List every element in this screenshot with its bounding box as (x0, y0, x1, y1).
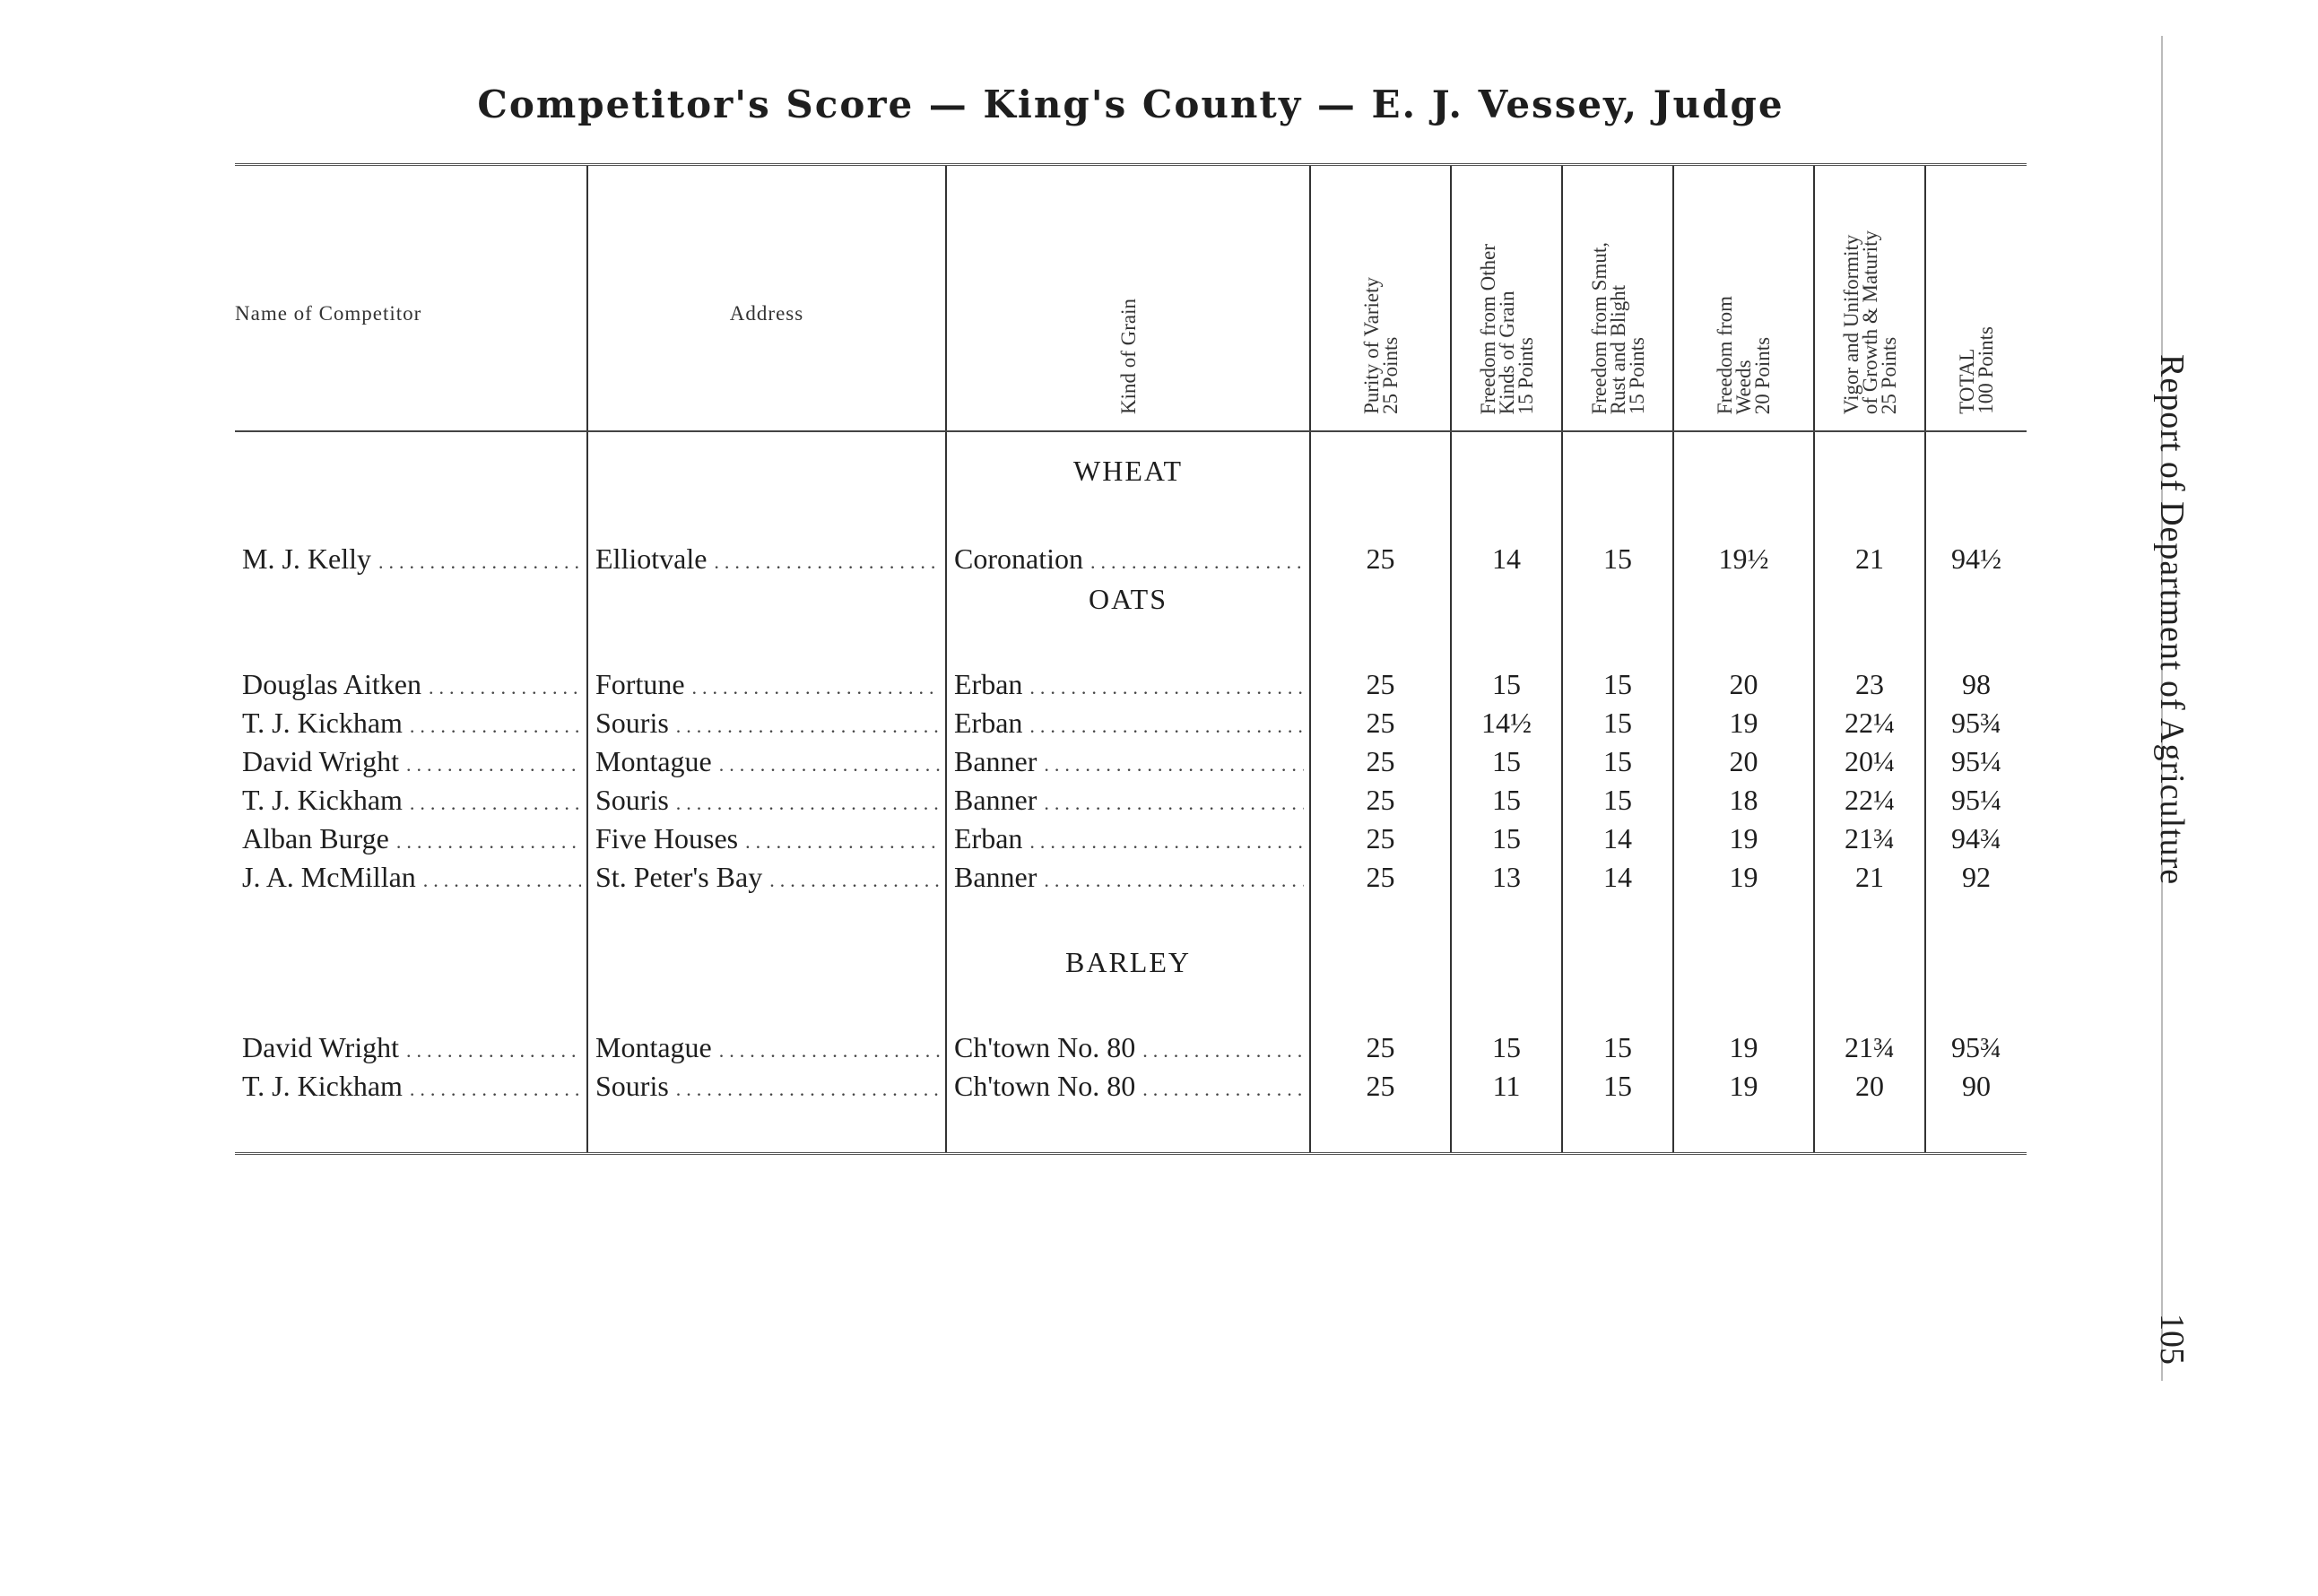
weeds-score: 19 (1673, 1028, 1814, 1067)
section-heading-row (235, 580, 2027, 619)
smut-score: 15 (1562, 1028, 1673, 1067)
purity-score: 25 (1310, 858, 1451, 897)
section-heading: WHEAT (946, 452, 1310, 490)
smut-score: 15 (1562, 742, 1673, 781)
weeds-score: 19½ (1673, 537, 1814, 580)
other-grain-score: 15 (1451, 665, 1562, 704)
competitor-name: T. J. Kickham ..... (235, 781, 587, 820)
purity-score: 25 (1310, 704, 1451, 742)
header-row (235, 165, 2027, 432)
competitor-address: Five Houses ..... (587, 820, 946, 858)
purity-score: 25 (1310, 1028, 1451, 1067)
competitor-address: Souris ..... (587, 781, 946, 820)
total-score: 95¼ (1925, 742, 2027, 781)
table-row (235, 742, 2027, 781)
purity-score: 25 (1310, 537, 1451, 580)
vigor-score: 21¾ (1814, 1028, 1925, 1067)
total-score: 92 (1925, 858, 2027, 897)
grain-kind: Banner ..... (946, 858, 1310, 897)
other-grain-score: 15 (1451, 742, 1562, 781)
other-grain-score: 15 (1451, 1028, 1562, 1067)
other-grain-score: 15 (1451, 820, 1562, 858)
table-row (235, 537, 2027, 580)
smut-score: 14 (1562, 820, 1673, 858)
total-score: 94¾ (1925, 820, 2027, 858)
table-row (235, 1028, 2027, 1067)
table-row (235, 1067, 2027, 1106)
column-header-smut: Freedom from Smut, Rust and Blight 15 Points (1562, 165, 1673, 432)
total-score: 95¾ (1925, 1028, 2027, 1067)
page-number: 105 (2153, 1314, 2191, 1365)
smut-score: 14 (1562, 858, 1673, 897)
grain-kind: Ch'town No. 80 ..... (946, 1067, 1310, 1106)
weeds-score: 19 (1673, 704, 1814, 742)
vigor-score: 22¼ (1814, 781, 1925, 820)
grain-kind: Erban ..... (946, 665, 1310, 704)
weeds-score: 19 (1673, 820, 1814, 858)
competitor-name: M. J. Kelly ..... (235, 537, 587, 580)
grain-kind: Ch'town No. 80 ..... (946, 1028, 1310, 1067)
total-score: 94½ (1925, 537, 2027, 580)
smut-score: 15 (1562, 781, 1673, 820)
competitor-address: Souris ..... (587, 1067, 946, 1106)
vigor-score: 22¼ (1814, 704, 1925, 742)
column-header-other-grain: Freedom from Other Kinds of Grain 15 Points (1451, 165, 1562, 432)
competitor-address: Montague ..... (587, 1028, 946, 1067)
competitor-address: Montague ..... (587, 742, 946, 781)
running-head: Report of Department of Agriculture (2153, 354, 2191, 886)
column-header-address: Address (587, 165, 946, 432)
grain-kind: Erban ..... (946, 704, 1310, 742)
grain-kind: Coronation ..... (946, 537, 1310, 580)
weeds-score: 20 (1673, 665, 1814, 704)
weeds-score: 18 (1673, 781, 1814, 820)
total-score: 90 (1925, 1067, 2027, 1106)
other-grain-score: 13 (1451, 858, 1562, 897)
competitor-name: T. J. Kickham ..... (235, 1067, 587, 1106)
total-score: 95¼ (1925, 781, 2027, 820)
column-header-weeds: Freedom from Weeds 20 Points (1673, 165, 1814, 432)
smut-score: 15 (1562, 665, 1673, 704)
column-header-name: Name of Competitor (235, 165, 587, 432)
competitor-name: Alban Burge ..... (235, 820, 587, 858)
table-row (235, 665, 2027, 704)
column-header-total: TOTAL 100 Points (1925, 165, 2027, 432)
score-table (235, 163, 2027, 1155)
other-grain-score: 14 (1451, 537, 1562, 580)
other-grain-score: 11 (1451, 1067, 1562, 1106)
other-grain-score: 14½ (1451, 704, 1562, 742)
table-row (235, 820, 2027, 858)
total-score: 98 (1925, 665, 2027, 704)
vigor-score: 21 (1814, 537, 1925, 580)
vigor-score: 21¾ (1814, 820, 1925, 858)
grain-kind: Banner ..... (946, 742, 1310, 781)
table-row (235, 704, 2027, 742)
table-row (235, 858, 2027, 897)
competitor-address: Fortune ..... (587, 665, 946, 704)
competitor-name: T. J. Kickham ..... (235, 704, 587, 742)
purity-score: 25 (1310, 742, 1451, 781)
vigor-score: 20¼ (1814, 742, 1925, 781)
smut-score: 15 (1562, 1067, 1673, 1106)
section-heading: BARLEY (946, 943, 1310, 982)
vigor-score: 20 (1814, 1067, 1925, 1106)
purity-score: 25 (1310, 781, 1451, 820)
grain-kind: Banner ..... (946, 781, 1310, 820)
purity-score: 25 (1310, 665, 1451, 704)
vigor-score: 23 (1814, 665, 1925, 704)
grain-kind: Erban ..... (946, 820, 1310, 858)
competitor-name: David Wright ..... (235, 1028, 587, 1067)
total-score: 95¾ (1925, 704, 2027, 742)
weeds-score: 20 (1673, 742, 1814, 781)
weeds-score: 19 (1673, 1067, 1814, 1106)
page-title: Competitor's Score — King's County — E. J. Vessey, Judge (477, 82, 1784, 126)
section-heading-row (235, 943, 2027, 982)
purity-score: 25 (1310, 1067, 1451, 1106)
competitor-name: David Wright ..... (235, 742, 587, 781)
competitor-address: St. Peter's Bay ..... (587, 858, 946, 897)
section-heading-row (235, 452, 2027, 490)
section-heading: OATS (946, 580, 1310, 619)
competitor-name: Douglas Aitken ..... (235, 665, 587, 704)
column-header-purity: Purity of Variety 25 Points (1310, 165, 1451, 432)
column-header-grain: Kind of Grain (946, 165, 1310, 432)
vigor-score: 21 (1814, 858, 1925, 897)
column-header-vigor: Vigor and Uniformity of Growth & Maturity 25 Points (1814, 165, 1925, 432)
table-row (235, 781, 2027, 820)
competitor-address: Souris ..... (587, 704, 946, 742)
competitor-name: J. A. McMillan ..... (235, 858, 587, 897)
purity-score: 25 (1310, 820, 1451, 858)
smut-score: 15 (1562, 537, 1673, 580)
competitor-address: Elliotvale ..... (587, 537, 946, 580)
smut-score: 15 (1562, 704, 1673, 742)
weeds-score: 19 (1673, 858, 1814, 897)
other-grain-score: 15 (1451, 781, 1562, 820)
